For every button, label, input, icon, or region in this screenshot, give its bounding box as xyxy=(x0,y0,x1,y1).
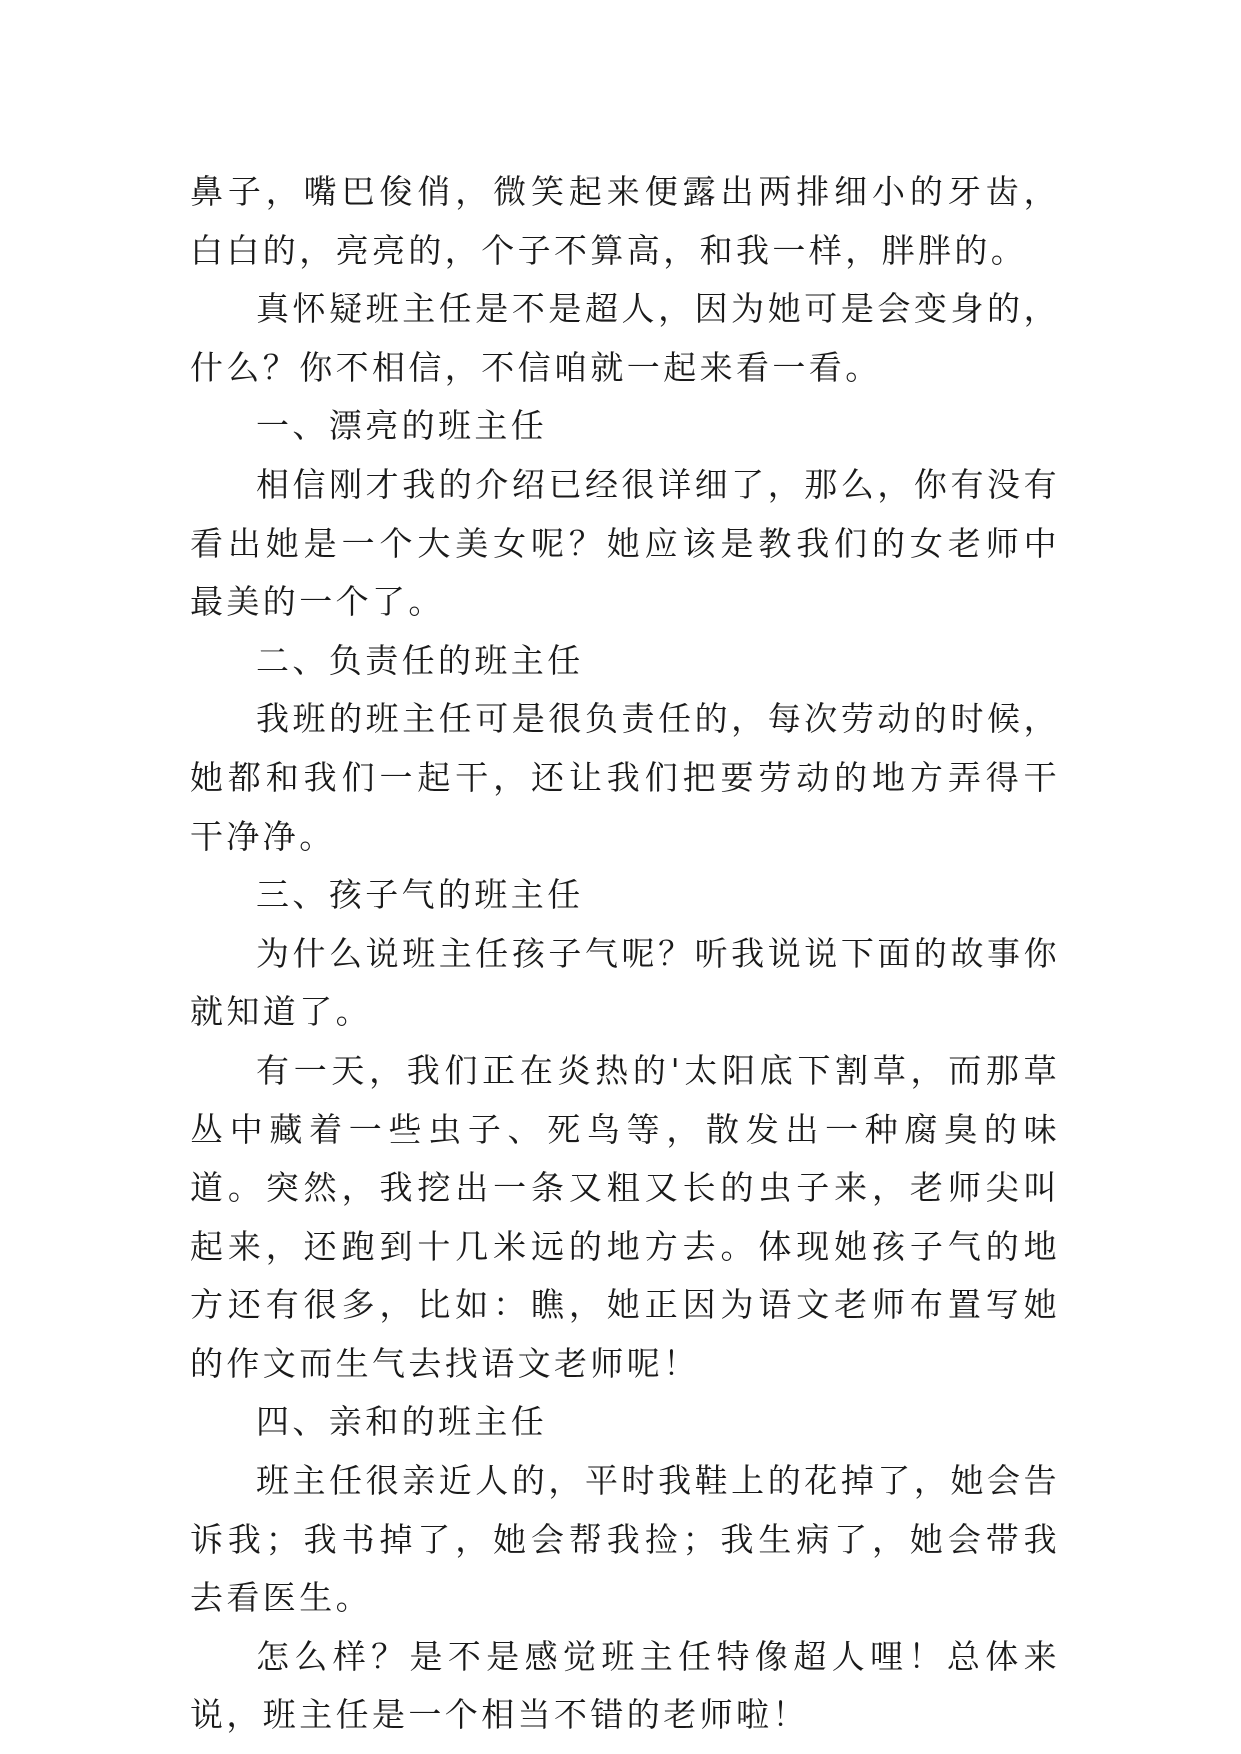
section-heading: 一、漂亮的班主任 xyxy=(256,406,548,446)
paragraph: 我班的班主任可是很负责任的，每次劳动的时候，她都和我们一起干，还让我们把要劳动的地方弄得干干净净。 xyxy=(190,699,1060,856)
essay-body xyxy=(190,163,1060,1745)
paragraph: 相信刚才我的介绍已经很详细了，那么，你有没有看出她是一个大美女呢？她应该是教我们的女老师中最美的一个了。 xyxy=(190,464,1060,622)
section-heading: 三、孩子气的班主任 xyxy=(256,875,584,915)
paragraph: 有一天，我们正在炎热的'太阳底下割草，而那草丛中藏着一些虫子、死鸟等，散发出一种腐臭的味道。突然，我挖出一条又粗又长的虫子来，老师尖叫起来，还跑到十几米远的地方去。体现她孩子气的地方还有很多，比如：瞧，她正因为语文老师布置写她的作文而生气去找语文老师呢！ xyxy=(190,1050,1060,1383)
paragraph: 为什么说班主任孩子气呢？听我说说下面的故事你就知道了。 xyxy=(190,933,1060,1032)
section-heading: 二、负责任的班主任 xyxy=(256,640,584,680)
paragraph: 班主任很亲近人的，平时我鞋上的花掉了，她会告诉我；我书掉了，她会帮我捡；我生病了，她会带我去看医生。 xyxy=(190,1461,1060,1618)
section-heading: 四、亲和的班主任 xyxy=(256,1402,548,1442)
paragraph: 真怀疑班主任是不是超人，因为她可是会变身的，什么？你不相信，不信咱就一起来看一看。 xyxy=(190,289,1060,387)
paragraph: 怎么样？是不是感觉班主任特像超人哩！总体来说，班主任是一个相当不错的老师啦！ xyxy=(190,1636,1060,1735)
paragraph: 鼻子，嘴巴俊俏，微笑起来便露出两排细小的牙齿，白白的，亮亮的，个子不算高，和我一样，胖胖的。 xyxy=(190,172,1060,270)
